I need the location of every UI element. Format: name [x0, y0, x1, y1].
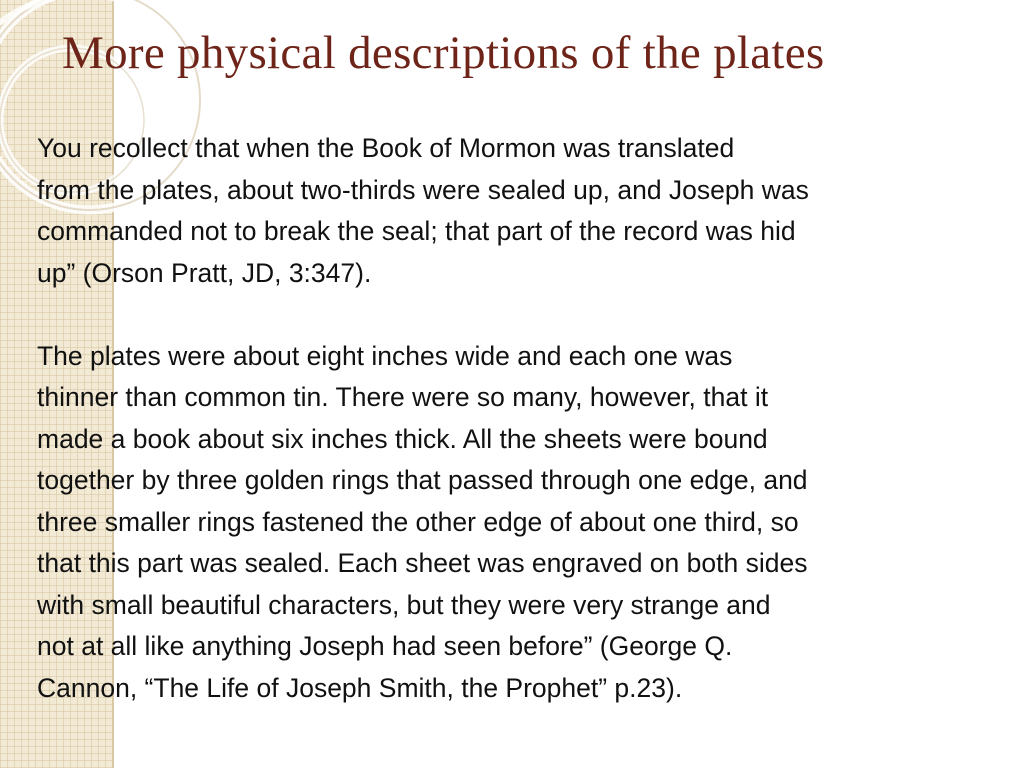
quote-paragraph: The plates were about eight inches wide and each one was thinner than common tin. There were so many, however, that it made a book about six inches thick. All the sheets were bound together by three golden rings that passed through one edge, and three smaller rings fastened the other edge of about one third, so that this part was sealed. Each sheet was engraved on both sides with small beautiful characters, but they were very strange and not at all like anything Joseph had seen before” (George Q. Cannon, “The Life of Joseph Smith, the Prophet” p.23). — [37, 340, 808, 703]
slide-title: More physical descriptions of the plates — [62, 27, 825, 79]
paragraph-spacer — [37, 294, 997, 336]
slide-body — [37, 128, 997, 709]
quote-paragraph: You recollect that when the Book of Mormon was translated from the plates, about two-thirds were sealed up, and Joseph was commanded not to break the seal; that part of the record was hid up” (Orson Pratt, JD, 3:347). — [37, 133, 809, 288]
